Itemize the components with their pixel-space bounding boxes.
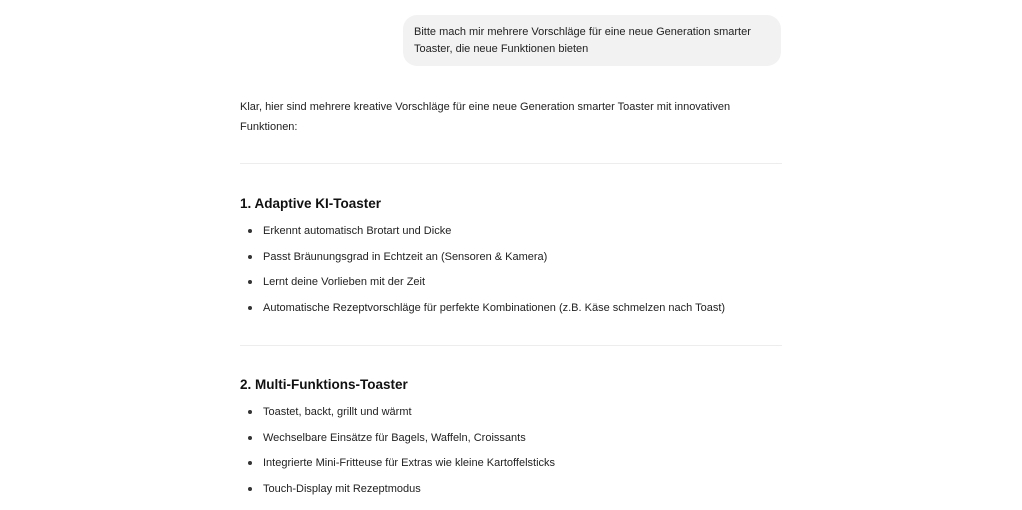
list-item: Touch-Display mit Rezeptmodus: [240, 482, 785, 508]
list-item: Erkennt automatisch Brotart und Dicke: [240, 224, 785, 250]
list-item: Wechselbare Einsätze für Bagels, Waffeln, Croissants: [240, 431, 785, 457]
list-item: Toastet, backt, grillt und wärmt: [240, 405, 785, 431]
feature-list-multi-funktions-toaster: [240, 405, 785, 507]
section-title-multi-funktions-toaster: 2. Multi-Funktions-Toaster: [240, 377, 408, 392]
feature-list-adaptive-ki-toaster: [240, 224, 785, 326]
list-item: Integrierte Mini-Fritteuse für Extras wie kleine Kartoffelsticks: [240, 456, 785, 482]
section-title-adaptive-ki-toaster: 1. Adaptive KI-Toaster: [240, 196, 382, 211]
list-item: Lernt deine Vorlieben mit der Zeit: [240, 275, 785, 301]
user-message-line: Toaster, die neue Funktionen bieten: [414, 43, 589, 55]
section-divider: [240, 345, 782, 346]
list-item: Automatische Rezeptvorschläge für perfekte Kombinationen (z.B. Käse schmelzen nach Toast): [240, 301, 785, 327]
user-message-line: Bitte mach mir mehrere Vorschläge für eine neue Generation smarter: [414, 26, 751, 38]
user-message-bubble: [403, 15, 781, 66]
list-item: Passt Bräunungsgrad in Echtzeit an (Sensoren & Kamera): [240, 250, 785, 276]
section-divider: [240, 163, 782, 164]
assistant-intro-text: Klar, hier sind mehrere kreative Vorschläge für eine neue Generation smarter Toaster mit innovativen Funktionen:: [240, 101, 731, 133]
